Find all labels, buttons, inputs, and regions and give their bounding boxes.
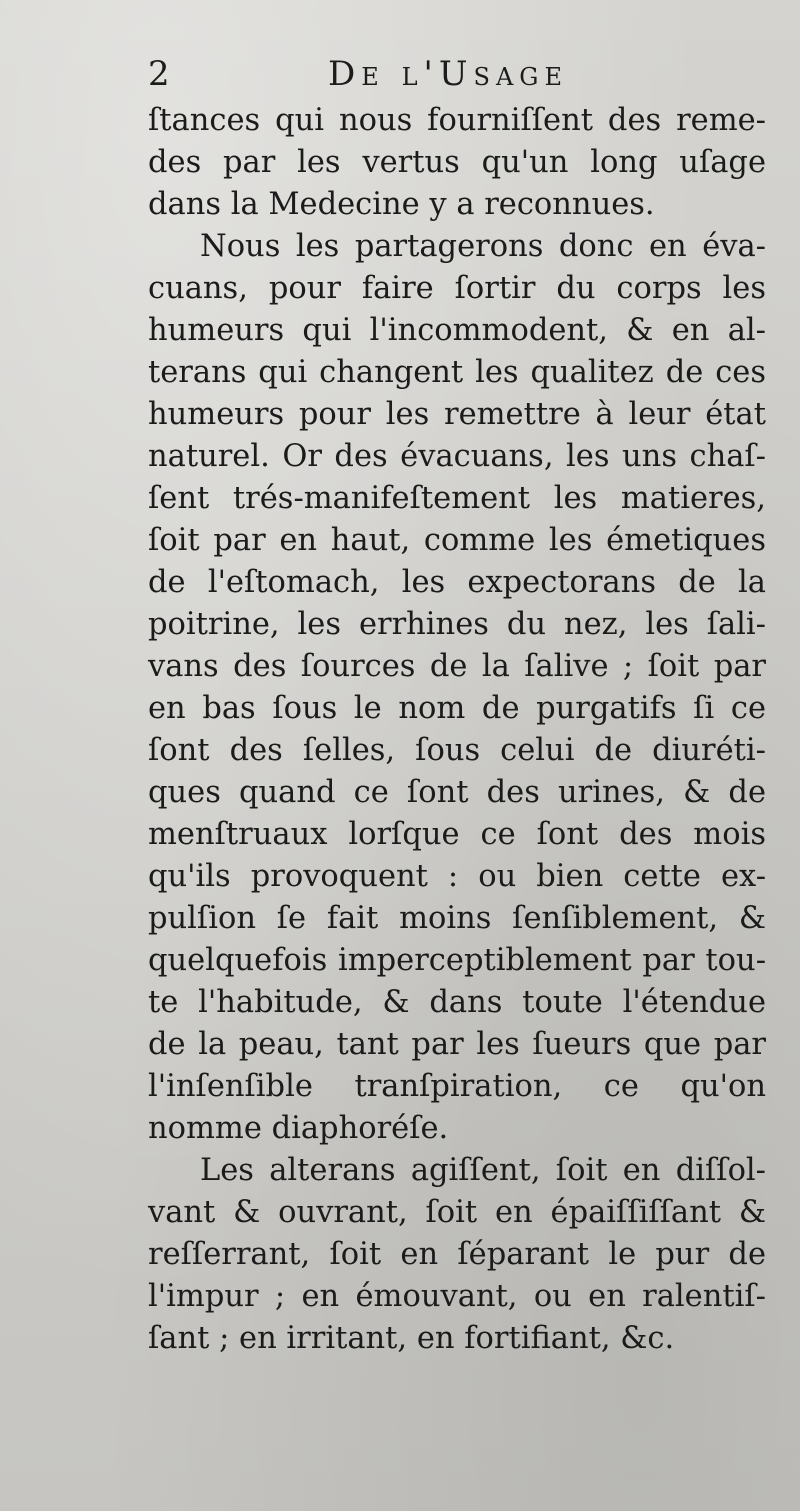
text-line: Nous les partagerons donc en éva- [200,229,766,264]
body-text [148,100,766,1360]
text-line: Les alterans agiſſent, ſoit en diſſol- [200,1153,766,1188]
running-title: De l'Usage [328,54,568,94]
text-line: ſont des ſelles, ſous celui de diuréti- [148,733,766,768]
text-line: pulſion ſe fait moins ſenſiblement, & [148,901,766,936]
text-line: ſtances qui nous fourniſſent des reme- [148,103,766,138]
text-line: nomme diaphoréſe. [148,1111,449,1146]
text-line: vant & ouvrant, ſoit en épaiſſiſſant & [148,1195,766,1230]
text-line: te l'habitude, & dans toute l'étendue [148,985,766,1020]
text-line: l'inſenſible tranſpiration, ce qu'on [148,1069,766,1104]
text-line: reſſerrant, ſoit en ſéparant le pur de [148,1237,766,1272]
text-line: terans qui changent les qualitez de ces [148,355,766,390]
text-line: de la peau, tant par les ſueurs que par [148,1027,766,1062]
text-line: ſant ; en irritant, en fortifiant, &c. [148,1321,675,1356]
text-line: naturel. Or des évacuans, les uns chaſ- [148,439,766,474]
text-line: humeurs pour les remettre à leur état [148,397,766,432]
text-line: des par les vertus qu'un long uſage [148,145,766,180]
text-line: vans des ſources de la ſalive ; ſoit par [148,649,766,684]
text-line: ſent trés-manifeſtement les matieres, [148,481,766,516]
text-line: en bas ſous le nom de purgatifs ſi ce [148,691,766,726]
text-line: humeurs qui l'incommodent, & en al- [148,313,766,348]
page-number: 2 [148,54,170,94]
running-head [148,52,768,96]
text-line: de l'eſtomach, les expectorans de la [148,565,766,600]
text-line: dans la Medecine y a reconnues. [148,187,655,222]
text-line: ſoit par en haut, comme les émetiques [148,523,766,558]
text-line: poitrine, les errhines du nez, les ſali- [148,607,766,642]
text-line: cuans, pour faire ſortir du corps les [148,271,766,306]
text-line: qu'ils provoquent : ou bien cette ex- [148,859,766,894]
text-line: quelquefois imperceptiblement par tou- [148,943,766,978]
text-line: menſtruaux lorſque ce ſont des mois [148,817,766,852]
text-line: l'impur ; en émouvant, ou en ralentiſ- [148,1279,766,1314]
text-line: ques quand ce ſont des urines, & de [148,775,766,810]
